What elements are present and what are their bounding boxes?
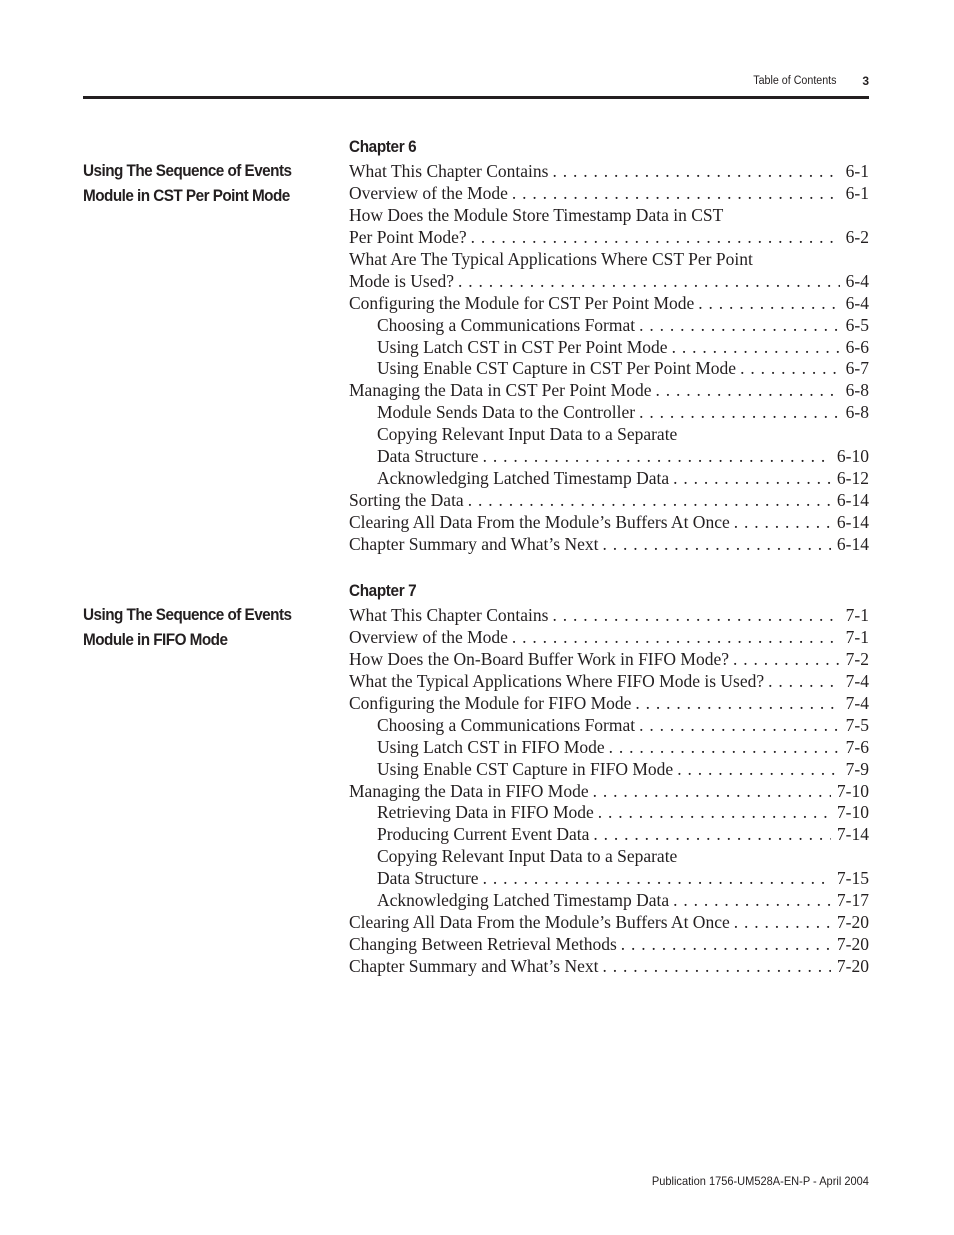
toc-entry-title: What This Chapter Contains: [349, 161, 549, 181]
dot-leader: [512, 182, 840, 204]
toc-entry-title: Managing the Data in CST Per Point Mode: [349, 380, 652, 401]
dot-leader: [673, 467, 831, 489]
toc-entry-title: Copying Relevant Input Data to a Separate: [377, 846, 678, 867]
toc-entry-list: [349, 160, 869, 555]
toc-entry[interactable]: [349, 248, 869, 270]
dot-leader: [598, 801, 831, 823]
toc-entry-title: Using Enable CST Capture in CST Per Point Mode: [377, 358, 737, 379]
toc-entry-title: Data Structure: [377, 446, 479, 467]
toc-entry-page: 7-4: [845, 670, 869, 691]
toc-entry-title: Configuring the Module for CST Per Point Mode: [349, 292, 695, 313]
dot-leader: [639, 714, 840, 736]
toc-entry[interactable]: [349, 379, 869, 401]
toc-entry-page: 6-12: [836, 468, 869, 489]
toc-entry[interactable]: [349, 489, 869, 511]
toc-entry-page: 6-7: [845, 358, 869, 379]
toc-entry[interactable]: [349, 314, 869, 336]
toc-entry-page: 6-1: [845, 182, 869, 203]
dot-leader: [734, 911, 831, 933]
toc-entry[interactable]: [349, 423, 869, 445]
dot-leader: [635, 692, 839, 714]
dot-leader: [733, 648, 840, 670]
toc-entry[interactable]: [349, 401, 869, 423]
header-rule: [83, 96, 869, 99]
toc-entry-title: Clearing All Data From the Module’s Buffers At Once: [349, 512, 730, 532]
dot-leader: [552, 604, 839, 626]
toc-entry-title: Producing Current Event Data: [377, 824, 590, 845]
dot-leader: [458, 270, 840, 292]
toc-entry[interactable]: [349, 445, 869, 467]
toc-entry-page: 6-2: [845, 226, 869, 247]
toc-entry[interactable]: [349, 823, 869, 845]
dot-leader: [639, 401, 840, 423]
toc-entry-page: 6-14: [836, 512, 869, 532]
toc-entry-page: 7-9: [845, 758, 869, 779]
toc-entry[interactable]: [349, 911, 869, 933]
toc-entry-page: 7-10: [836, 780, 869, 801]
toc-entry-title: How Does the On-Board Buffer Work in FIFO Mode?: [349, 648, 729, 669]
toc-entry-title: Using Latch CST in FIFO Mode: [377, 736, 605, 757]
chapter-7-title: [83, 602, 308, 652]
toc-entry[interactable]: [349, 867, 869, 889]
toc-entry-page: 6-4: [845, 270, 869, 291]
toc-entry-title: Module Sends Data to the Controller: [377, 402, 636, 423]
header-page-number: 3: [862, 74, 869, 88]
toc-entry[interactable]: [349, 467, 869, 489]
header-section-title: Table of Contents: [753, 75, 837, 87]
toc-entry-title: Clearing All Data From the Module’s Buffers At Once: [349, 912, 730, 933]
chapter-6-title-line: Using The Sequence of Events: [83, 161, 292, 180]
dot-leader: [603, 533, 831, 555]
chapter-6-toc: [349, 136, 869, 555]
toc-entry-title: Mode is Used?: [349, 270, 454, 291]
toc-entry[interactable]: [349, 845, 869, 867]
dot-leader: [740, 357, 840, 379]
toc-entry[interactable]: [349, 604, 869, 626]
chapter-7-title-line: Module in FIFO Mode: [83, 630, 228, 649]
chapter-6-title-line: Module in CST Per Point Mode: [83, 186, 290, 205]
toc-entry-title: What This Chapter Contains: [349, 605, 549, 625]
toc-entry[interactable]: [349, 889, 869, 911]
toc-entry-page: 7-20: [836, 912, 869, 933]
toc-entry[interactable]: [349, 533, 869, 555]
toc-entry-page: 7-15: [836, 868, 869, 889]
toc-entry-title: Data Structure: [377, 868, 479, 889]
dot-leader: [483, 867, 831, 889]
toc-entry-title: Overview of the Mode: [349, 182, 508, 203]
chapter-7-toc: [349, 580, 869, 977]
toc-entry-page: 6-14: [836, 533, 869, 554]
dot-leader: [677, 758, 839, 780]
toc-entry-title: Configuring the Module for FIFO Mode: [349, 692, 632, 713]
toc-entry-page: 7-10: [836, 802, 869, 823]
toc-entry[interactable]: [349, 648, 869, 670]
dot-leader: [698, 292, 839, 314]
dot-leader: [471, 226, 840, 248]
toc-entry-title: Overview of the Mode: [349, 626, 508, 647]
publication-footer: Publication 1756-UM528A-EN-P - April 2004: [651, 1174, 869, 1188]
toc-entry-page: 7-20: [836, 956, 869, 976]
toc-entry-page: 6-1: [845, 161, 869, 181]
toc-entry[interactable]: [349, 160, 869, 182]
toc-entry-title: Managing the Data in FIFO Mode: [349, 780, 589, 801]
toc-entry[interactable]: [349, 270, 869, 292]
toc-entry[interactable]: [349, 626, 869, 648]
chapter-7-title-line: Using The Sequence of Events: [83, 605, 292, 624]
toc-entry-title: Per Point Mode?: [349, 226, 467, 247]
dot-leader: [656, 379, 840, 401]
toc-entry[interactable]: [349, 714, 869, 736]
chapter-7-label: Chapter 7: [349, 581, 417, 600]
dot-leader: [609, 736, 840, 758]
chapter-6-label: Chapter 6: [349, 137, 417, 156]
toc-entry-title: Chapter Summary and What’s Next: [349, 956, 599, 976]
dot-leader: [639, 314, 840, 336]
dot-leader: [768, 670, 840, 692]
toc-entry[interactable]: [349, 736, 869, 758]
toc-entry[interactable]: [349, 292, 869, 314]
toc-entry-title: Choosing a Communications Format: [377, 314, 636, 335]
dot-leader: [552, 160, 839, 182]
toc-entry-page: 7-1: [845, 626, 869, 647]
toc-entry-title: Choosing a Communications Format: [377, 714, 636, 735]
dot-leader: [593, 823, 831, 845]
toc-entry[interactable]: [349, 933, 869, 955]
dot-leader: [672, 336, 840, 358]
toc-entry-page: 7-5: [845, 714, 869, 735]
toc-entry-page: 7-20: [836, 934, 869, 955]
toc-entry-page: 7-14: [836, 824, 869, 845]
toc-entry[interactable]: [349, 758, 869, 780]
dot-leader: [593, 780, 831, 802]
toc-entry-list: [349, 604, 869, 977]
dot-leader: [734, 511, 831, 533]
dot-leader: [483, 445, 831, 467]
toc-entry-title: Using Enable CST Capture in FIFO Mode: [377, 758, 674, 779]
toc-entry-page: 6-8: [845, 402, 869, 423]
toc-entry-page: 7-2: [845, 648, 869, 669]
dot-leader: [621, 933, 831, 955]
toc-entry-page: 6-8: [845, 380, 869, 401]
toc-entry-page: 7-4: [845, 692, 869, 713]
toc-entry-title: Retrieving Data in FIFO Mode: [377, 802, 594, 823]
dot-leader: [673, 889, 831, 911]
toc-entry-title: Changing Between Retrieval Methods: [349, 934, 617, 955]
dot-leader: [603, 955, 831, 977]
toc-entry[interactable]: [349, 801, 869, 823]
toc-entry-page: 6-6: [845, 336, 869, 357]
toc-entry-title: Acknowledging Latched Timestamp Data: [377, 890, 670, 911]
toc-entry-title: What Are The Typical Applications Where CST Per Point: [349, 248, 753, 269]
toc-entry-title: Chapter Summary and What’s Next: [349, 533, 599, 554]
page-header: [83, 72, 869, 92]
toc-entry[interactable]: [349, 204, 869, 226]
toc-entry[interactable]: [349, 357, 869, 379]
toc-entry-title: How Does the Module Store Timestamp Data in CST: [349, 204, 724, 225]
toc-entry[interactable]: [349, 182, 869, 204]
toc-entry[interactable]: [349, 336, 869, 358]
toc-entry-page: 6-14: [836, 490, 869, 511]
toc-entry-page: 7-17: [836, 890, 869, 911]
toc-entry-title: What the Typical Applications Where FIFO Mode is Used?: [349, 670, 765, 691]
toc-entry-title: Using Latch CST in CST Per Point Mode: [377, 336, 668, 357]
toc-entry-page: 7-6: [845, 736, 869, 757]
toc-entry-page: 6-4: [845, 292, 869, 313]
toc-entry[interactable]: [349, 226, 869, 248]
chapter-6-title: [83, 158, 308, 208]
toc-entry[interactable]: [349, 670, 869, 692]
dot-leader: [512, 626, 840, 648]
toc-entry-page: 6-10: [836, 446, 869, 467]
toc-entry-title: Sorting the Data: [349, 490, 464, 511]
toc-entry-title: Acknowledging Latched Timestamp Data: [377, 468, 670, 489]
toc-entry-page: 7-1: [845, 605, 869, 625]
toc-entry[interactable]: [349, 780, 869, 802]
toc-entry[interactable]: [349, 692, 869, 714]
toc-entry-title: Copying Relevant Input Data to a Separate: [377, 424, 678, 445]
toc-entry[interactable]: [349, 955, 869, 977]
dot-leader: [468, 489, 831, 511]
toc-entry[interactable]: [349, 511, 869, 533]
toc-entry-page: 6-5: [845, 314, 869, 335]
